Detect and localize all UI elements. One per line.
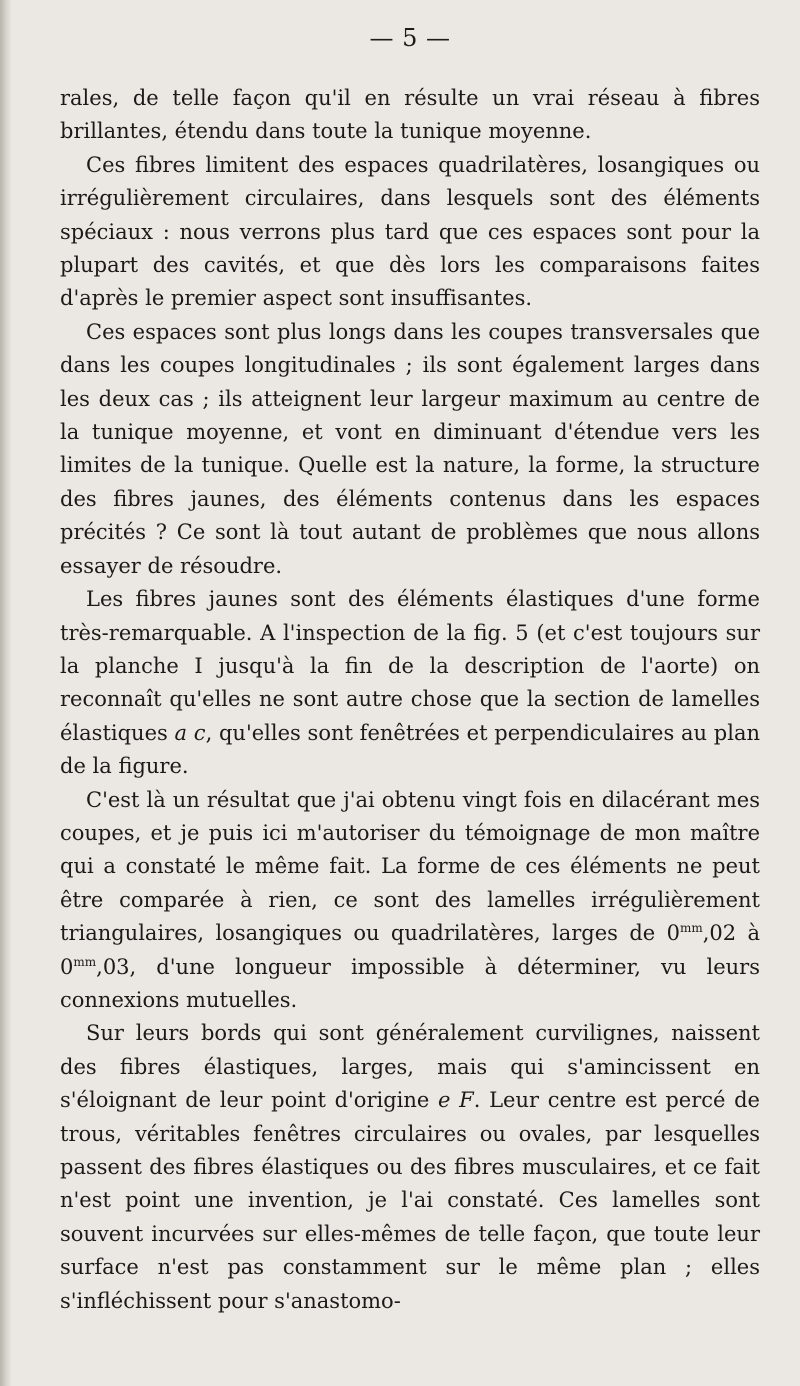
figure-reference-e-f: e F bbox=[438, 1088, 474, 1113]
paragraph-dilacerant bbox=[60, 784, 760, 1018]
paragraph-dilacerant-text-end: ,03, d'une longueur impossible à déterminer, vu leurs connexions mutuelles. bbox=[60, 954, 760, 1012]
millimetre-superscript: mm bbox=[679, 921, 703, 936]
page-number: — 5 — bbox=[369, 24, 451, 52]
paragraph-dilacerant-text-middle: ,02 à 0 bbox=[60, 921, 761, 979]
paragraph-fibres-jaunes bbox=[60, 583, 760, 783]
paragraph-fibres-jaunes-text-end: , qu'elles sont fenêtrées et perpendiculaires au plan de la figure. bbox=[60, 720, 760, 779]
paragraph-bords-curvilignes-text-end: . Leur centre est percé de trous, véritables fenêtres circulaires ou ovales, par lesquelles passent des fibres élastiques ou des fibres musculaires, et ce fait n'est point une invention, je l'ai constaté. Ces lamelles sont souvent incurvées sur elles-mêmes de telle façon, que toute leur surface n'est pas constamment sur le même plan ; elles s'infléchissent pour s'anastomo- bbox=[60, 1088, 760, 1313]
page-body-text bbox=[60, 82, 760, 1318]
paragraph-dilacerant-text-start: C'est là un résultat que j'ai obtenu vingt fois en dilacérant mes coupes, et je puis ici m'autoriser du témoignage de mon maître qui a constaté le même fait. La forme de ces éléments ne peut être comparée à rien, ce sont des lamelles irrégulièrement triangulaires, losangiques ou quadrilatères, larges de 0 bbox=[60, 787, 760, 946]
paragraph-coupes-transversales: Ces espaces sont plus longs dans les coupes transversales que dans les coupes longitudinales ; ils sont également larges dans les deux cas ; ils atteignent leur largeur maximum au centre de la tunique moyenne, et vont en diminuant d'étendue vers les limites de la tunique. Quelle est la nature, la forme, la structure des fibres jaunes, des éléments contenus dans les espaces précités ? Ce sont là tout autant de problèmes que nous allons essayer de résoudre. bbox=[60, 319, 760, 578]
book-page bbox=[60, 22, 760, 1362]
paragraph-fibres-jaunes-text-start: Les fibres jaunes sont des éléments élastiques d'une forme très-remarquable. A l'inspection de la fig. 5 (et c'est toujours sur la planche I jusqu'à la fin de la description de l'aorte) on reconnaît qu'elles ne sont autre chose que la section de lamelles élastiques bbox=[60, 587, 760, 745]
figure-reference-a-c: a c bbox=[174, 720, 206, 745]
paragraph-continuation: rales, de telle façon qu'il en résulte un vrai réseau à fibres brillantes, étendu dans toute la tunique moyenne. bbox=[60, 86, 760, 144]
scan-left-edge-shadow bbox=[0, 0, 12, 1386]
millimetre-superscript: mm bbox=[73, 954, 97, 969]
paragraph-espaces-quadrilateres: Ces fibres limitent des espaces quadrilatères, losangiques ou irrégulièrement circulaires, dans lesquels sont des éléments spéciaux : nous verrons plus tard que ces espaces sont pour la plupart des cavités, et que dès lors les comparaisons faites d'après le premier aspect sont insuffisantes. bbox=[60, 152, 760, 311]
paragraph-bords-curvilignes-text-start: Sur leurs bords qui sont généralement curvilignes, naissent des fibres élastiques, larges, mais qui s'amincissent en s'éloignant de leur point d'origine bbox=[60, 1021, 760, 1113]
paragraph-bords-curvilignes bbox=[60, 1017, 760, 1318]
